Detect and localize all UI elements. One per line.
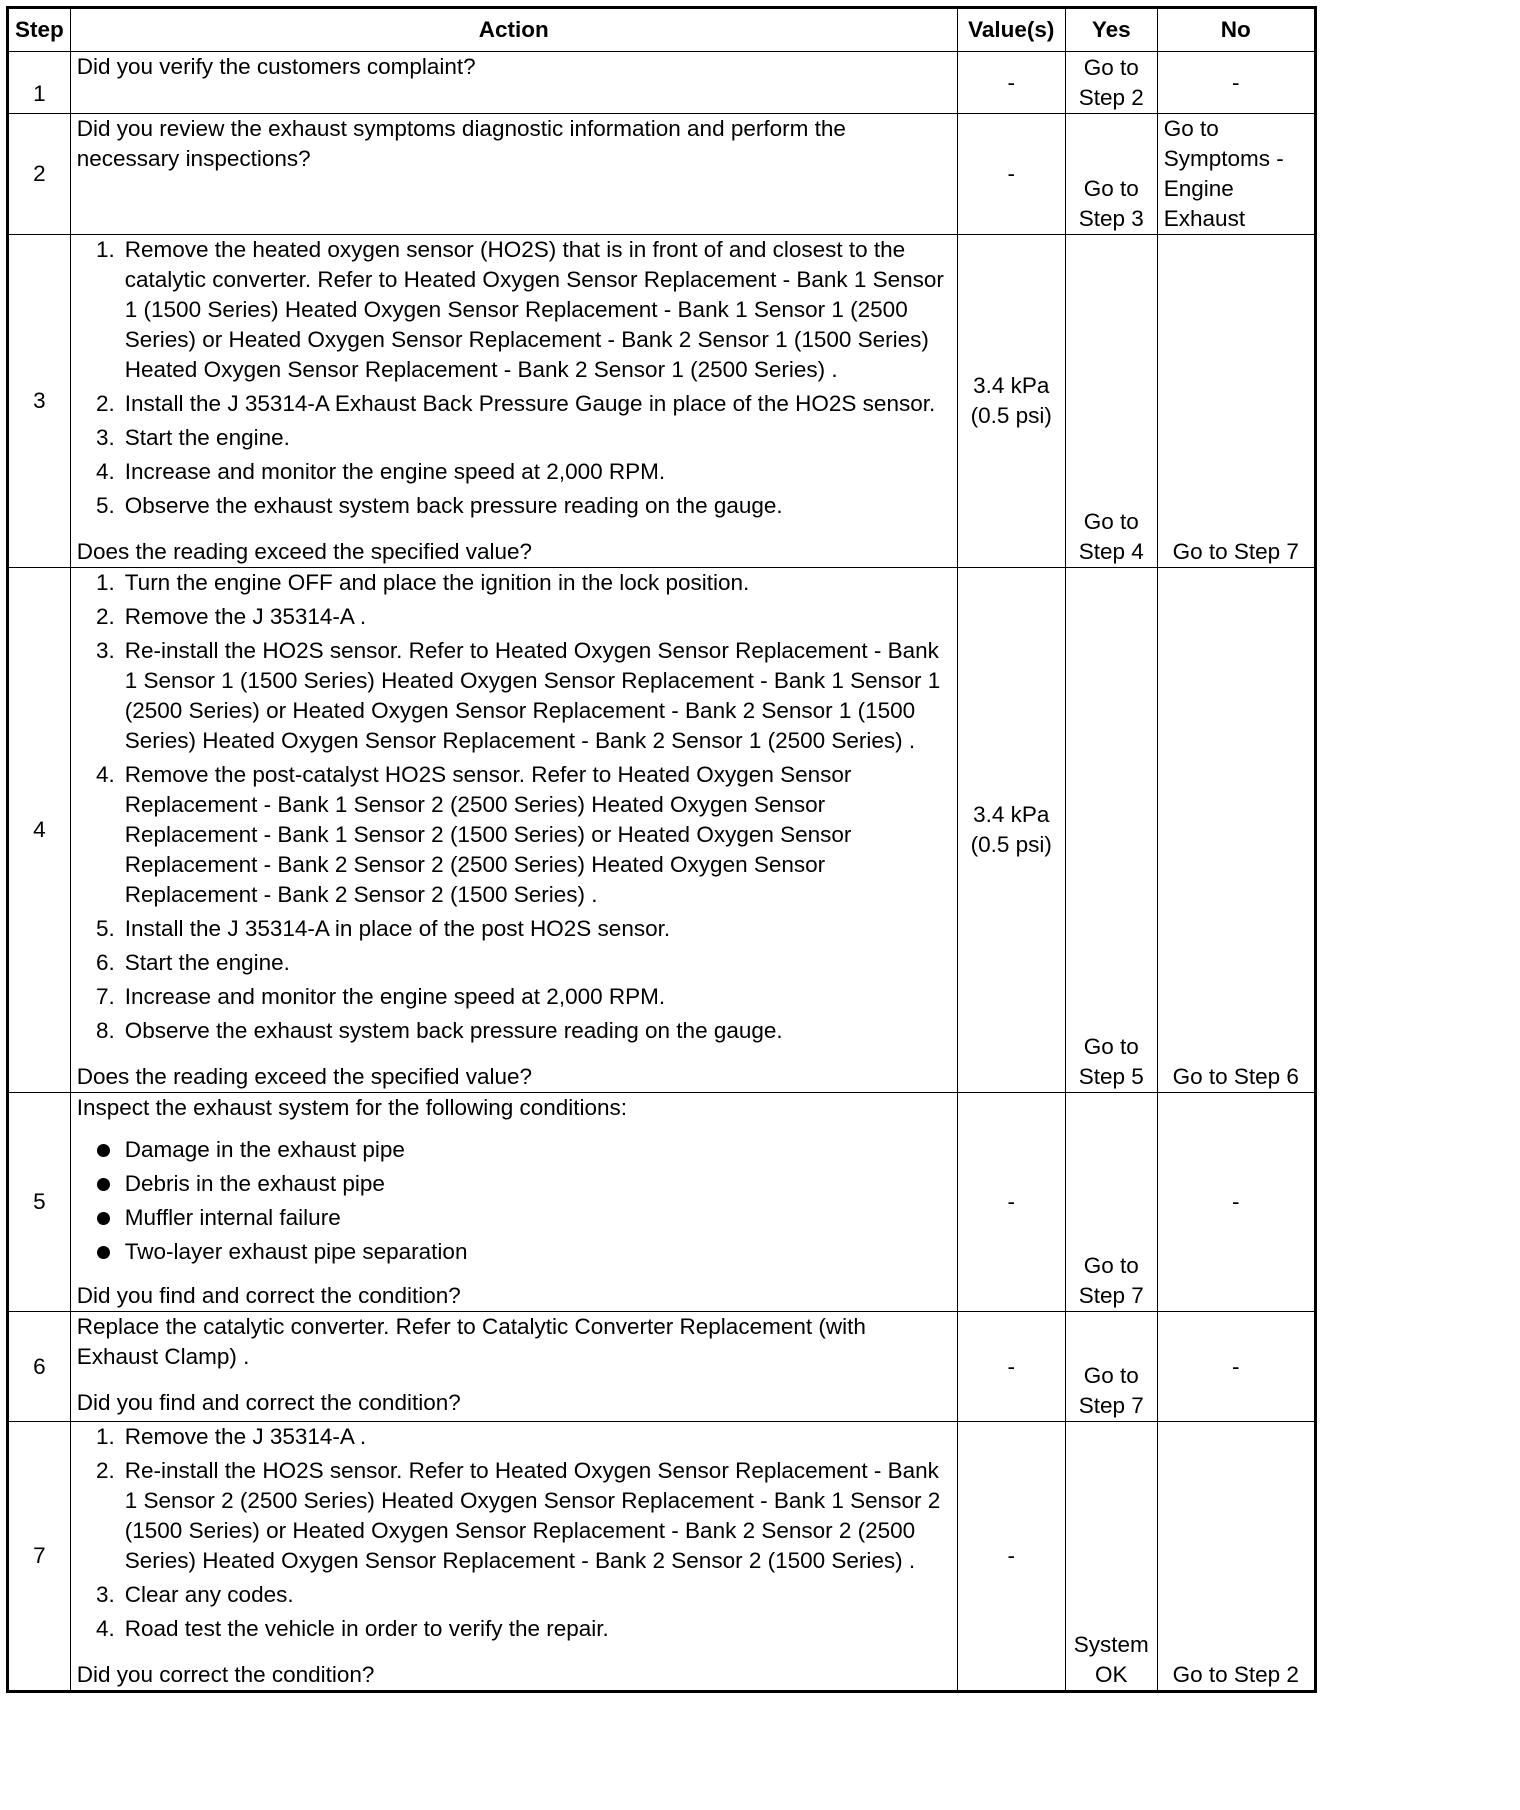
list-item-text: Re-install the HO2S sensor. Refer to Heated Oxygen Sensor Replacement - Bank 1 Sensor 1 (1500 Series) Heated Oxygen Sensor Replacement - Bank 1 Sensor 1 (2500 Series) or Heated Oxygen Sensor Replacement - Bank 2 Sensor 1 (1500 Series) Heated Oxygen Sensor Replacement - Bank 2 Sensor 1 (2500 Series) . [124,638,941,753]
step-number: 1 [8,52,71,114]
list-item-text: Turn the engine OFF and place the ignition in the lock position. [124,570,750,595]
step-number: 5 [8,1093,71,1312]
list-item-text: Observe the exhaust system back pressure reading on the gauge. [124,493,783,518]
step-number: 4 [8,568,71,1093]
list-item-text: Re-install the HO2S sensor. Refer to Heated Oxygen Sensor Replacement - Bank 1 Sensor 2 (2500 Series) Heated Oxygen Sensor Replacement - Bank 1 Sensor 2 (1500 Series) or Heated Oxygen Sensor Replacement - Bank 2 Sensor 2 (2500 Series) Heated Oxygen Sensor Replacement - Bank 2 Sensor 2 (1500 Series) . [124,1458,941,1573]
list-item-text: Remove the J 35314-A . [124,604,367,629]
value-cell: - [957,1312,1065,1422]
yes-line: Go to [1083,54,1139,80]
table-row [8,1093,1316,1312]
list-item: 4. Road test the vehicle in order to verify the repair. [96,1616,609,1641]
no-cell [1157,235,1315,568]
no-cell [1157,52,1315,114]
no-line: Go to Step 7 [1172,539,1299,564]
list-item-text: Debris in the exhaust pipe [124,1171,385,1196]
no-line: Exhaust [1163,206,1246,231]
table-row [8,568,1316,1093]
no-line: Go to [1163,116,1219,141]
action-text: Did you review the exhaust symptoms diagnostic information and perform the necessary inspections? [76,116,846,171]
list-item: 4. Remove the post-catalyst HO2S sensor. Refer to Heated Oxygen Sensor Replacement - Bank 1 Sensor 2 (2500 Series) Heated Oxygen Sensor Replacement - Bank 1 Sensor 2 (1500 Series) or Heated Oxygen Sensor Replacement - Bank 2 Sensor 2 (2500 Series) Heated Oxygen Sensor Replacement - Bank 2 Sensor 2 (1500 Series) . [96,762,852,907]
action-cell [70,52,957,114]
list-item-text: Damage in the exhaust pipe [124,1137,405,1162]
value-cell: - [957,1422,1065,1692]
no-cell [1157,114,1315,235]
intro-text: Replace the catalytic converter. Refer to Catalytic Converter Replacement (with Exhaust Clamp) . [76,1314,866,1369]
no-cell [1157,1312,1315,1422]
procedure-list [77,568,951,1046]
list-item-text: Remove the J 35314-A . [124,1424,367,1449]
header-yes: Yes [1065,8,1157,52]
bullet-icon [97,1178,110,1191]
yes-line: Step 4 [1078,539,1144,564]
yes-line: System [1073,1632,1149,1657]
action-cell [70,1093,957,1312]
list-item-text: Install the J 35314-A in place of the post HO2S sensor. [124,916,671,941]
yes-cell [1065,1093,1157,1312]
action-cell [70,114,957,235]
step-number: 7 [8,1422,71,1692]
list-item: 1. Remove the heated oxygen sensor (HO2S) that is in front of and closest to the catalytic converter. Refer to Heated Oxygen Sensor Replacement - Bank 1 Sensor 1 (1500 Series) Heated Oxygen Sensor Replacement - Bank 1 Sensor 1 (2500 Series) or Heated Oxygen Sensor Replacement - Bank 2 Sensor 1 (1500 Series) Heated Oxygen Sensor Replacement - Bank 2 Sensor 1 (2500 Series) . [96,237,944,382]
yes-line: Go to [1083,1253,1139,1278]
list-item-text: Increase and monitor the engine speed at 2,000 RPM. [124,459,666,484]
table-row [8,235,1316,568]
list-item-text: Remove the heated oxygen sensor (HO2S) that is in front of and closest to the catalytic converter. Refer to Heated Oxygen Sensor Replacement - Bank 1 Sensor 1 (1500 Series) Heated Oxygen Sensor Replacement - Bank 1 Sensor 1 (2500 Series) or Heated Oxygen Sensor Replacement - Bank 2 Sensor 1 (1500 Series) Heated Oxygen Sensor Replacement - Bank 2 Sensor 1 (2500 Series) . [124,237,944,382]
list-item-text: Clear any codes. [124,1582,294,1607]
header-no: No [1157,8,1315,52]
yes-line: Step 3 [1078,206,1144,231]
list-item: 6. Start the engine. [96,950,290,975]
yes-line: Step 7 [1078,1393,1144,1418]
table-row [8,114,1316,235]
condition-list [77,1135,951,1267]
action-cell [70,568,957,1093]
diagnostic-table [6,6,1317,1693]
bullet-icon [97,1212,110,1225]
no-line: Engine [1163,176,1234,201]
bullet-icon [97,1144,110,1157]
no-line: - [1232,1353,1240,1379]
list-item-text: Remove the post-catalyst HO2S sensor. Refer to Heated Oxygen Sensor Replacement - Bank 1 Sensor 2 (2500 Series) Heated Oxygen Sensor Replacement - Bank 1 Sensor 2 (1500 Series) or Heated Oxygen Sensor Replacement - Bank 2 Sensor 2 (2500 Series) Heated Oxygen Sensor Replacement - Bank 2 Sensor 2 (1500 Series) . [124,762,852,907]
action-cell [70,1312,957,1422]
no-line: Symptoms - [1163,146,1284,171]
no-line: - [1232,1189,1240,1214]
list-item-text: Two-layer exhaust pipe separation [124,1239,468,1264]
action-cell [70,235,957,568]
value-line: 3.4 kPa [973,373,1050,398]
value-cell [957,235,1065,568]
list-item-text: Observe the exhaust system back pressure reading on the gauge. [124,1018,783,1043]
intro-text: Inspect the exhaust system for the following conditions: [76,1095,628,1120]
yes-line: Go to [1083,1363,1139,1388]
list-item-text: Start the engine. [124,425,290,450]
list-item: 7. Increase and monitor the engine speed at 2,000 RPM. [96,984,666,1009]
list-item [77,1237,951,1267]
yes-cell [1065,52,1157,114]
list-item [77,1135,951,1165]
question-text: Does the reading exceed the specified value? [76,539,533,564]
yes-cell [1065,1312,1157,1422]
value-cell: - [957,52,1065,114]
procedure-list [77,235,951,521]
list-item-text: Increase and monitor the engine speed at 2,000 RPM. [124,984,666,1009]
question-text: Does the reading exceed the specified value? [76,1064,533,1089]
list-item: 1. Turn the engine OFF and place the ignition in the lock position. [96,570,750,595]
list-item: 3. Re-install the HO2S sensor. Refer to Heated Oxygen Sensor Replacement - Bank 1 Sensor 1 (1500 Series) Heated Oxygen Sensor Replacement - Bank 1 Sensor 1 (2500 Series) or Heated Oxygen Sensor Replacement - Bank 2 Sensor 1 (1500 Series) Heated Oxygen Sensor Replacement - Bank 2 Sensor 1 (2500 Series) . [96,638,941,753]
yes-line: Go to [1083,1034,1139,1059]
list-item: 2. Install the J 35314-A Exhaust Back Pressure Gauge in place of the HO2S sensor. [96,391,936,416]
list-item: 5. Observe the exhaust system back pressure reading on the gauge. [96,493,783,518]
no-cell [1157,1422,1315,1692]
no-cell [1157,568,1315,1093]
header-values: Value(s) [957,8,1065,52]
table-row [8,1312,1316,1422]
question-text: Did you find and correct the condition? [76,1390,461,1415]
step-number: 2 [8,114,71,235]
value-cell: - [957,1093,1065,1312]
header-action: Action [70,8,957,52]
list-item: 3. Clear any codes. [96,1582,294,1607]
yes-cell [1065,235,1157,568]
question-text: Did you find and correct the condition? [76,1283,461,1308]
header-step: Step [8,8,71,52]
value-cell [957,568,1065,1093]
list-item-text: Road test the vehicle in order to verify the repair. [124,1616,609,1641]
list-item: 5. Install the J 35314-A in place of the post HO2S sensor. [96,916,671,941]
yes-cell [1065,114,1157,235]
yes-line: Step 7 [1078,1283,1144,1308]
action-text: Did you verify the customers complaint? [76,54,476,79]
list-item [77,1169,951,1199]
step-number: 3 [8,235,71,568]
list-item: 3. Start the engine. [96,425,290,450]
list-item: 1. Remove the J 35314-A . [96,1424,367,1449]
step-number: 6 [8,1312,71,1422]
table-row [8,52,1316,114]
list-item-text: Start the engine. [124,950,290,975]
yes-line: Step 5 [1078,1064,1144,1089]
list-item: 8. Observe the exhaust system back pressure reading on the gauge. [96,1018,783,1043]
value-cell: - [957,114,1065,235]
list-item [77,1203,951,1233]
question-text: Did you correct the condition? [76,1662,375,1687]
no-line: Go to Step 2 [1172,1662,1299,1687]
value-line: (0.5 psi) [970,403,1052,428]
yes-line: Go to [1083,176,1139,201]
list-item: 2. Remove the J 35314-A . [96,604,367,629]
list-item-text: Install the J 35314-A Exhaust Back Pressure Gauge in place of the HO2S sensor. [124,391,936,416]
yes-line: Go to [1083,509,1139,534]
no-line: Go to Step 6 [1172,1064,1299,1089]
list-item-text: Muffler internal failure [124,1205,341,1230]
no-line: - [1232,69,1240,95]
procedure-list [77,1422,951,1644]
table-row [8,1422,1316,1692]
value-line: 3.4 kPa [973,802,1050,827]
value-line: (0.5 psi) [970,832,1052,857]
list-item: 4. Increase and monitor the engine speed at 2,000 RPM. [96,459,666,484]
action-cell [70,1422,957,1692]
bullet-icon [97,1246,110,1259]
no-cell [1157,1093,1315,1312]
yes-cell [1065,568,1157,1093]
header-row [8,8,1316,52]
yes-line: OK [1095,1662,1128,1687]
yes-cell [1065,1422,1157,1692]
yes-line: Step 2 [1078,84,1144,110]
list-item: 2. Re-install the HO2S sensor. Refer to Heated Oxygen Sensor Replacement - Bank 1 Sensor 2 (2500 Series) Heated Oxygen Sensor Replacement - Bank 1 Sensor 2 (1500 Series) or Heated Oxygen Sensor Replacement - Bank 2 Sensor 2 (2500 Series) Heated Oxygen Sensor Replacement - Bank 2 Sensor 2 (1500 Series) . [96,1458,941,1573]
